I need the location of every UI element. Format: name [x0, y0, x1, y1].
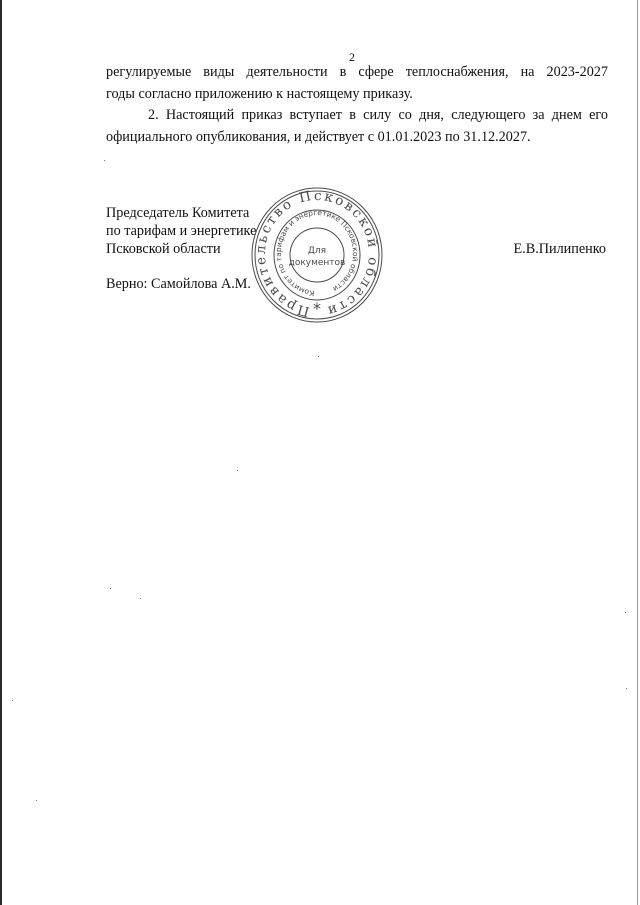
- page-left-edge: [0, 0, 2, 905]
- seal-outer-text: Правительство Псковской области: [252, 187, 382, 320]
- paragraph-1: [106, 61, 608, 105]
- paragraph-2-line-2: официального опубликования, и действует с 01.01.2023 по 31.12.2027.: [106, 129, 531, 145]
- official-seal: [250, 186, 384, 324]
- scan-speck: [318, 356, 319, 357]
- scan-speck: [140, 598, 141, 599]
- paragraph-1-line-2: годы согласно приложению к настоящему приказу.: [106, 86, 413, 102]
- seal-inner-text: Комитет по тарифам и энергетике Псковской области: [273, 207, 361, 298]
- paragraph-2: [106, 104, 608, 148]
- verification-note: Верно: Самойлова А.М.: [106, 276, 251, 292]
- page-number: 2: [349, 50, 355, 64]
- signer-position-line-1: Председатель Комитета: [106, 205, 250, 221]
- seal-center-line-2: документов: [288, 258, 346, 268]
- page-right-edge: [637, 0, 638, 905]
- scan-speck: [12, 700, 13, 701]
- signer-name: Е.В.Пилипенко: [513, 241, 606, 257]
- paragraph-1-line-1: регулируемые виды деятельности в сфере теплоснабжения, на 2023-2027: [106, 64, 608, 80]
- seal-star-icon: *: [313, 299, 321, 318]
- signer-position-line-3: Псковской области: [106, 241, 221, 257]
- scan-speck: [237, 470, 238, 471]
- signer-position-line-2: по тарифам и энергетике: [106, 223, 257, 239]
- scan-speck: [36, 800, 37, 801]
- scan-speck: [625, 612, 626, 613]
- scan-speck: [626, 688, 627, 689]
- scan-speck: [104, 160, 105, 161]
- seal-center-line-1: Для: [307, 246, 327, 256]
- paragraph-2-line-1: 2. Настоящий приказ вступает в силу со дня, следующего за днем его: [148, 107, 608, 123]
- scan-speck: [110, 588, 111, 589]
